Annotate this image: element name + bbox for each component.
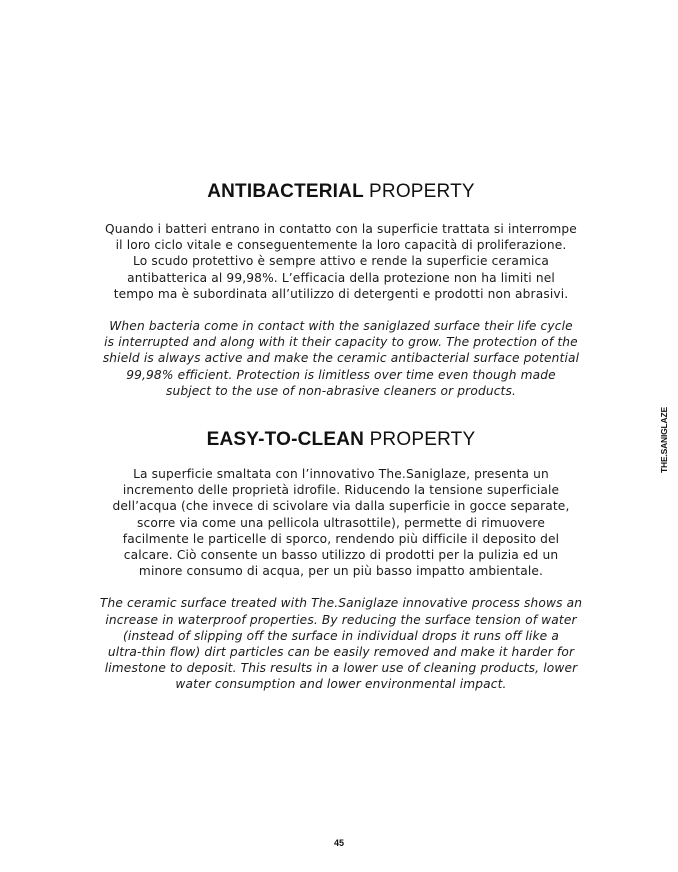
text-line: Lo scudo protettivo è sempre attivo e rende la superficie ceramica <box>133 254 549 269</box>
antibacterial-heading-light: PROPERTY <box>369 181 475 202</box>
brand-side-label-text: THE.SANIGLAZE <box>659 407 669 473</box>
easy-to-clean-section <box>92 428 590 693</box>
easy-to-clean-heading <box>92 428 590 452</box>
text-line: limestone to deposit. This results in a lower use of cleaning products, lower <box>104 661 578 676</box>
antibacterial-section <box>92 180 590 399</box>
easy-to-clean-heading-bold: EASY-TO-CLEAN <box>206 429 365 450</box>
text-line: dell’acqua (che invece di scivolare via dalla superficie in gocce separate, <box>112 499 570 514</box>
antibacterial-english-paragraph <box>92 318 590 399</box>
text-line: Quando i batteri entrano in contatto con la superficie trattata si interrompe <box>105 222 577 236</box>
easy-to-clean-italian-paragraph <box>92 466 590 579</box>
text-line: minore consumo di acqua, per un più basso impatto ambientale. <box>138 564 544 579</box>
text-line: shield is always active and make the ceramic antibacterial surface potential <box>102 351 580 366</box>
text-line: When bacteria come in contact with the saniglazed surface their life cycle <box>109 319 573 334</box>
text-line: subject to the use of non-abrasive cleaners or products. <box>165 383 517 398</box>
text-line: facilmente le particelle di sporco, rendendo più difficile il deposito del <box>122 531 560 546</box>
text-line: antibatterica al 99,98%. L’efficacia della protezione non ha limiti nel <box>127 270 555 285</box>
text-line: scorre via come una pellicola ultrasottile), permette di rimuovere <box>137 515 545 530</box>
easy-to-clean-english-paragraph <box>92 595 590 692</box>
page-number: 45 <box>333 838 344 848</box>
antibacterial-italian-paragraph <box>92 221 590 302</box>
text-line: tempo ma è subordinata all’utilizzo di detergenti e prodotti non abrasivi. <box>113 286 569 301</box>
easy-to-clean-heading-light: PROPERTY <box>369 429 476 450</box>
text-line: increase in waterproof properties. By reducing the surface tension of water <box>105 612 577 627</box>
text-line: 99,98% efficient. Protection is limitless over time even though made <box>126 367 556 382</box>
text-line: is interrupted and along with it their capacity to grow. The protection of the <box>104 335 578 350</box>
text-line: calcare. Ciò consente un basso utilizzo di prodotti per la pulizia ed un <box>123 548 559 563</box>
text-line: La superficie smaltata con l’innovativo The.Saniglaze, presenta un <box>133 467 549 481</box>
text-line: incremento delle proprietà idrofile. Riducendo la tensione superficiale <box>122 483 560 498</box>
antibacterial-heading-bold: ANTIBACTERIAL <box>207 181 364 202</box>
brand-side-label <box>654 400 674 480</box>
text-line: il loro ciclo vitale e conseguentemente la loro capacità di proliferazione. <box>115 238 567 253</box>
text-line: ultra-thin flow) dirt particles can be easily removed and make it harder for <box>107 645 575 660</box>
text-line: The ceramic surface treated with The.Saniglaze innovative process shows an <box>99 596 583 611</box>
text-line: water consumption and lower environmental impact. <box>175 677 507 692</box>
antibacterial-heading <box>92 180 590 204</box>
text-line: (instead of slipping off the surface in individual drops it runs off like a <box>123 628 559 643</box>
